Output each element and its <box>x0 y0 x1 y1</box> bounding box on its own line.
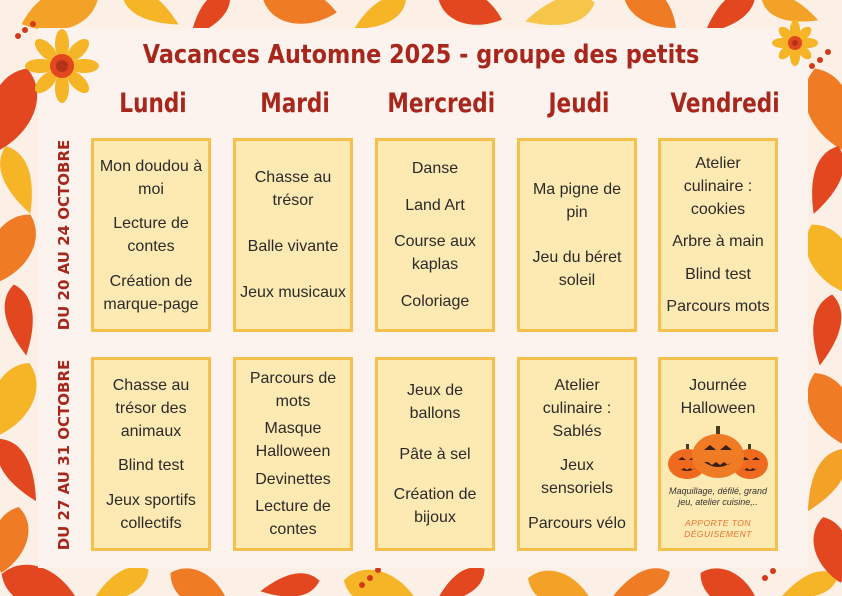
activity: Coloriage <box>400 293 470 311</box>
activity: Jeux de ballons <box>406 382 464 423</box>
activity: Parcours vélo <box>528 514 626 532</box>
cell-week1-vendredi <box>658 138 778 332</box>
activity: Chasse au trésor des animaux <box>112 376 190 440</box>
activity: Mon doudou à moi <box>99 157 203 198</box>
activity: Course aux kaplas <box>394 233 476 274</box>
cell-week1-mercredi <box>375 138 495 332</box>
day-header-lundi: Lundi <box>119 88 187 119</box>
activity: Balle vivante <box>247 238 339 255</box>
halloween-reminder: APPORTE TON DÉGUISEMENT <box>684 518 752 539</box>
activity: Ma pigne de pin <box>532 181 622 221</box>
activity: Devinettes <box>255 470 331 488</box>
activity: Danse <box>411 159 459 177</box>
day-header-vendredi: Vendredi <box>670 88 780 119</box>
cell-week2-mercredi <box>375 357 495 551</box>
activity: Blind test <box>685 265 751 283</box>
activity: Atelier culinaire : cookies <box>683 155 753 219</box>
pumpkins-icon <box>664 424 772 482</box>
activity: Arbre à main <box>672 233 764 251</box>
cell-week1-lundi <box>91 138 211 332</box>
activity: Parcours mots <box>666 297 770 315</box>
activity: Jeu du béret soleil <box>532 249 622 289</box>
cell-week2-jeudi <box>517 357 637 551</box>
halloween-title: Journée Halloween <box>680 377 756 417</box>
activity: Lecture de contes <box>255 498 331 539</box>
activity: Atelier culinaire : Sablés <box>542 376 612 440</box>
activity: Pâte à sel <box>399 445 471 463</box>
cell-week2-mardi <box>233 357 353 551</box>
day-header-mardi: Mardi <box>260 88 330 119</box>
activity: Jeux sensoriels <box>540 457 614 497</box>
cell-week2-vendredi <box>658 357 778 551</box>
day-header-jeudi: Jeudi <box>548 88 610 119</box>
activity: Création de marque-page <box>103 272 199 313</box>
activity: Création de bijoux <box>393 485 477 526</box>
activity: Lecture de contes <box>113 215 189 255</box>
activity: Jeux sportifs collectifs <box>106 491 196 532</box>
activity: Land Art <box>405 196 465 214</box>
activity: Blind test <box>118 457 184 474</box>
activity: Chasse au trésor <box>254 169 332 209</box>
cell-week2-lundi <box>91 357 211 551</box>
activity: Jeux musicaux <box>240 284 346 301</box>
activity: Masque Halloween <box>255 420 331 461</box>
day-header-mercredi: Mercredi <box>387 88 496 119</box>
week-label-2: DU 27 AU 31 OCTOBRE <box>55 359 73 551</box>
page-title: Vacances Automne 2025 - groupe des petits <box>142 40 700 70</box>
week-label-1: DU 20 AU 24 OCTOBRE <box>55 139 73 331</box>
activity: Parcours de mots <box>249 369 337 410</box>
halloween-note: Maquillage, défilé, grand jeu, atelier cuisine,.. <box>668 486 768 507</box>
cell-week1-jeudi <box>517 138 637 332</box>
cell-week1-mardi <box>233 138 353 332</box>
